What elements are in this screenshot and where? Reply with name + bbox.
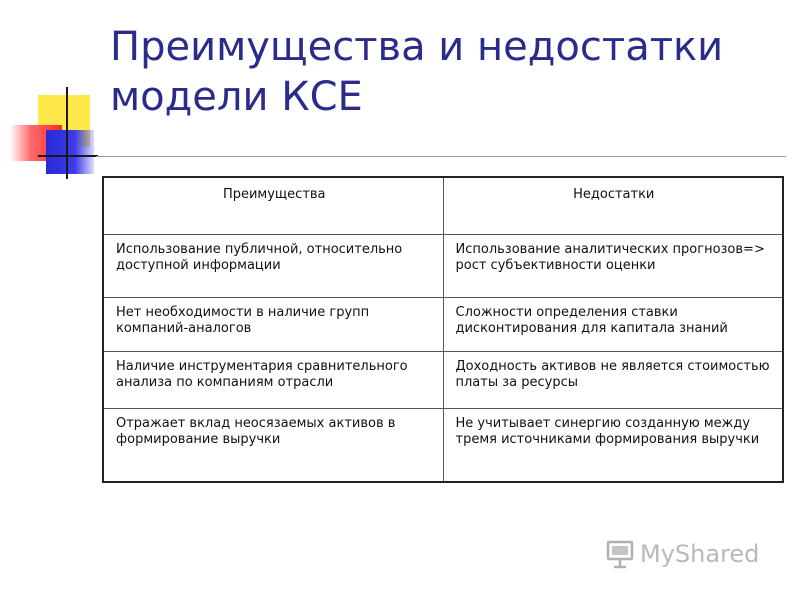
watermark-text: MyShared	[640, 540, 760, 568]
table-row	[103, 409, 783, 483]
slide-title	[110, 22, 780, 122]
disadvantage-cell: Сложности определения ставки дисконтирования для капитала знаний	[443, 298, 783, 352]
decor-blue-square	[46, 130, 94, 174]
decor-vertical-line	[66, 87, 68, 179]
slide-title-line-1: Преимущества и недостатки	[110, 24, 724, 70]
advantage-cell: Отражает вклад неосязаемых активов в формирование выручки	[103, 409, 443, 483]
decor-horizontal-line-short	[38, 155, 98, 157]
advantage-cell: Наличие инструментария сравнительного анализа по компаниям отрасли	[103, 352, 443, 409]
title-underline	[96, 156, 786, 157]
disadvantage-cell: Не учитывает синергию созданную между тремя источниками формирования выручки	[443, 409, 783, 483]
column-header-advantages: Преимущества	[103, 177, 443, 235]
table-row	[103, 352, 783, 409]
presentation-board-icon	[606, 539, 634, 569]
table-row	[103, 235, 783, 298]
watermark	[606, 536, 759, 572]
slide-title-line-2: модели КСЕ	[110, 74, 363, 120]
column-header-disadvantages: Недостатки	[443, 177, 783, 235]
table-header-row	[103, 177, 783, 235]
advantage-cell: Нет необходимости в наличие групп компаний-аналогов	[103, 298, 443, 352]
disadvantage-cell: Доходность активов не является стоимостью платы за ресурсы	[443, 352, 783, 409]
advantage-cell: Использование публичной, относительно доступной информации	[103, 235, 443, 298]
disadvantage-cell: Использование аналитических прогнозов=> рост субъективности оценки	[443, 235, 783, 298]
table-row	[103, 298, 783, 352]
comparison-table	[102, 176, 784, 483]
